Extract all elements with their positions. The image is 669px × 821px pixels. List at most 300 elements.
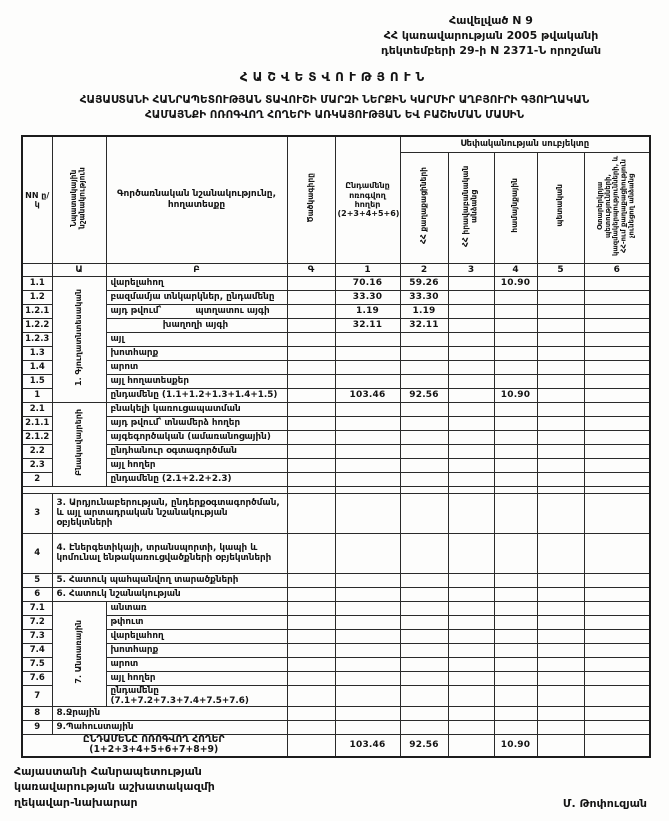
code-cell [287,472,335,486]
value-cell [400,587,448,601]
col-header-total: Ընդամենը ոռոգվող հողեր (2+3+4+5+6) [335,136,400,263]
value-cell [448,290,494,304]
appendix-line-2: ՀՀ կառավարության 2005 թվականի [383,28,599,42]
value-cell [537,360,584,374]
row-number: 7.1 [22,601,52,615]
section-label-text: 7. Անտառային [74,620,83,684]
table-row [22,332,650,346]
value-cell [494,416,537,430]
row-number: 2 [22,472,52,486]
column-letter: Ա [52,263,106,276]
value-cell [537,472,584,486]
code-cell [287,416,335,430]
code-cell [287,290,335,304]
value-cell [400,685,448,706]
land-description: թփուտ [106,615,287,629]
value-cell: 33.30 [400,290,448,304]
value-cell [448,643,494,657]
value-cell [584,430,650,444]
row-number: 7.5 [22,657,52,671]
value-cell [537,444,584,458]
row-number: 1 [22,388,52,402]
value-cell: 103.46 [335,388,400,402]
value-cell [537,346,584,360]
section-label-text: 1. Գյուղատնտեսական [74,289,83,386]
value-cell [335,657,400,671]
code-cell [287,402,335,416]
land-description: արոտ [106,657,287,671]
value-cell [494,601,537,615]
value-cell [335,533,400,573]
value-cell [448,573,494,587]
value-cell [448,629,494,643]
code-cell [287,430,335,444]
value-cell [448,318,494,332]
value-cell [584,388,650,402]
value-cell: 92.56 [400,734,448,757]
column-letter: 2 [400,263,448,276]
code-cell [287,573,335,587]
appendix-line-1: Հավելված N 9 [449,14,533,27]
value-cell [400,493,448,533]
code-cell [287,493,335,533]
table-row [22,430,650,444]
value-cell [494,458,537,472]
value-cell [584,304,650,318]
value-cell [448,360,494,374]
column-letter [22,263,52,276]
table-row [22,629,650,643]
header-row-top [22,136,650,152]
value-cell [584,472,650,486]
col-header-nn: NN ը/կ [22,136,52,263]
code-cell [287,671,335,685]
value-cell [537,304,584,318]
code-cell [287,276,335,290]
value-cell [537,388,584,402]
signature-name: Մ. Թոփուզյան [562,797,647,810]
row-number: 3 [22,493,52,533]
table-row [22,346,650,360]
land-description: 9.Պահուստային [52,720,287,734]
value-cell [494,304,537,318]
value-cell [494,720,537,734]
row-number: 7.2 [22,615,52,629]
value-cell [448,416,494,430]
value-cell [584,493,650,533]
col-header-functional: Գործառնական նշանակությունը, հողատեսքը [106,136,287,263]
code-cell [287,706,335,720]
value-cell [584,318,650,332]
table-row [22,276,650,290]
value-cell [494,486,537,493]
value-cell [537,587,584,601]
land-description-prefix: այդ թվում՝ [110,305,162,316]
land-description: խաղողի այգի [106,318,287,332]
value-cell [537,416,584,430]
row-number: 7 [22,685,52,706]
value-cell [537,493,584,533]
irrigated-lands-table [21,135,651,758]
value-cell: 10.90 [494,276,537,290]
row-number: 1.2 [22,290,52,304]
value-cell [448,493,494,533]
code-cell [287,332,335,346]
value-cell [448,430,494,444]
spacer-row [22,486,650,493]
code-cell [287,318,335,332]
table-row [22,444,650,458]
value-cell: 92.56 [400,388,448,402]
value-cell [400,573,448,587]
column-letter: Գ [287,263,335,276]
code-cell [287,444,335,458]
table-row [22,388,650,402]
subtitle-line-2: ՀԱՄԱՅՆՔԻ ՈՌՈԳՎՈՂ ՀՈՂԵՐԻ ԱՌԿԱՅՈՒԹՅԱՆ ԵՎ ԲԱՇԽՄԱՆ ՄԱՍԻՆ [144,108,525,121]
value-cell [400,416,448,430]
row-number: 1.2.1 [22,304,52,318]
value-cell [335,629,400,643]
table-row [22,318,650,332]
value-cell [584,346,650,360]
value-cell [584,533,650,573]
value-cell [537,318,584,332]
value-cell [494,472,537,486]
code-cell [287,657,335,671]
value-cell [335,706,400,720]
value-cell [335,573,400,587]
code-cell [287,458,335,472]
table-row [22,416,650,430]
column-letter: Բ [106,263,287,276]
value-cell [335,416,400,430]
value-cell [335,685,400,706]
value-cell [494,430,537,444]
grand-total-row [22,734,650,757]
table-row [22,360,650,374]
value-cell [494,643,537,657]
value-cell [448,615,494,629]
value-cell [448,533,494,573]
table-row [22,472,650,486]
col-header-community: համայնքային [494,152,537,263]
value-cell [400,706,448,720]
column-letter: 3 [448,263,494,276]
value-cell [584,360,650,374]
value-cell [584,402,650,416]
value-cell [494,360,537,374]
value-cell [448,304,494,318]
value-cell [537,458,584,472]
table-row [22,685,650,706]
value-cell [584,720,650,734]
row-number: 2.2 [22,444,52,458]
value-cell [400,472,448,486]
value-cell [400,402,448,416]
land-description: այլ [106,332,287,346]
section-label-text: Բնակավայրերի [74,409,83,476]
table-body [22,276,650,757]
land-description: այլ հողեր [106,458,287,472]
value-cell [494,657,537,671]
land-description-sub: պտղատու այգի [195,305,270,316]
issuer-line-1: Հայաստանի Հանրապետության [14,765,202,778]
table-row [22,290,650,304]
col-header-ownership: Սեփականության սուբյեկտը [400,136,650,152]
value-cell [400,444,448,458]
code-cell [287,486,335,493]
row-number: 7.3 [22,629,52,643]
row-number: 1.2.2 [22,318,52,332]
code-cell [287,615,335,629]
land-description: ընդամենը (1.1+1.2+1.3+1.4+1.5) [106,388,287,402]
value-cell [494,346,537,360]
value-cell [537,486,584,493]
value-cell [335,360,400,374]
value-cell [537,643,584,657]
value-cell [537,615,584,629]
value-cell [335,720,400,734]
column-letter: 4 [494,263,537,276]
value-cell [448,587,494,601]
code-cell [287,734,335,757]
value-cell [584,374,650,388]
column-letter: 5 [537,263,584,276]
value-cell [584,601,650,615]
page-subtitle [0,93,669,122]
value-cell [400,643,448,657]
section-label [52,402,106,486]
land-description: 4. Էներգետիկայի, տրանսպորտի, կապի և կոմունալ ենթակառուցվածքների օբյեկտների [52,533,287,573]
code-cell [287,533,335,573]
land-description: 8.Ջրային [52,706,287,720]
row-number: 7.4 [22,643,52,657]
land-description: 3. Արդյունաբերության, ընդերքօգտագործման, և այլ արտադրական նշանակության օբյեկտների [52,493,287,533]
table-row [22,671,650,685]
code-cell [287,304,335,318]
value-cell [584,615,650,629]
land-description: խոտհարք [106,643,287,657]
row-number: 4 [22,533,52,573]
section-label [52,276,106,402]
row-number: 8 [22,706,52,720]
value-cell [537,573,584,587]
value-cell [448,720,494,734]
value-cell [584,444,650,458]
value-cell [448,388,494,402]
value-cell [584,332,650,346]
value-cell: 103.46 [335,734,400,757]
table-row [22,643,650,657]
value-cell [494,629,537,643]
land-description: խոտհարք [106,346,287,360]
value-cell [448,734,494,757]
code-cell [287,643,335,657]
value-cell [448,458,494,472]
value-cell [494,290,537,304]
value-cell [537,374,584,388]
value-cell [584,734,650,757]
value-cell [448,374,494,388]
code-cell [287,720,335,734]
code-cell [287,685,335,706]
value-cell [335,430,400,444]
col-header-state: պետական [537,152,584,263]
row-number: 1.1 [22,276,52,290]
value-cell [494,685,537,706]
value-cell [335,402,400,416]
land-description: այլ հողեր [106,671,287,685]
code-cell [287,601,335,615]
value-cell [494,671,537,685]
table-row [22,533,650,573]
value-cell [537,734,584,757]
col-header-code: Ծածկագիրը [287,136,335,263]
land-description: ԸՆԴԱՄԵՆԸ ՈՌՈԳՎՈՂ ՀՈՂԵՐ (1+2+3+4+5+6+7+8+9) [22,734,287,757]
value-cell [335,346,400,360]
value-cell [494,587,537,601]
value-cell [400,486,448,493]
value-cell [448,685,494,706]
value-cell [584,657,650,671]
value-cell [494,533,537,573]
value-cell [584,685,650,706]
value-cell [537,430,584,444]
value-cell [537,601,584,615]
value-cell [335,332,400,346]
value-cell: 32.11 [335,318,400,332]
column-letter: 1 [335,263,400,276]
value-cell [494,573,537,587]
value-cell [400,657,448,671]
value-cell [448,332,494,346]
value-cell [448,444,494,458]
row-number: 6 [22,587,52,601]
value-cell [400,615,448,629]
value-cell [335,601,400,615]
table-row [22,657,650,671]
value-cell [448,472,494,486]
value-cell [335,472,400,486]
land-description: վարելահող [106,276,287,290]
table-row [22,304,650,318]
land-description: վարելահող [106,629,287,643]
land-description: 5. Հատուկ պահպանվող տարածքների [52,573,287,587]
land-description: ընդամենը (7.1+7.2+7.3+7.4+7.5+7.6) [106,685,287,706]
value-cell [494,402,537,416]
value-cell [494,374,537,388]
table-row [22,601,650,615]
value-cell: 10.90 [494,388,537,402]
row-number: 1.5 [22,374,52,388]
value-cell [584,573,650,587]
section-label [52,601,106,706]
land-description: անտառ [106,601,287,615]
value-cell [537,332,584,346]
value-cell [537,629,584,643]
value-cell [400,720,448,734]
value-cell [494,706,537,720]
col-header-purpose: Նպատակային նշանակություն [52,136,106,263]
value-cell [400,430,448,444]
value-cell [400,332,448,346]
row-number: 1.4 [22,360,52,374]
value-cell: 32.11 [400,318,448,332]
value-cell [335,671,400,685]
value-cell: 70.16 [335,276,400,290]
value-cell [400,346,448,360]
code-cell [287,587,335,601]
value-cell [537,276,584,290]
value-cell [584,706,650,720]
row-number: 9 [22,720,52,734]
value-cell [400,671,448,685]
value-cell [448,601,494,615]
value-cell [335,587,400,601]
value-cell [537,402,584,416]
code-cell [287,360,335,374]
column-letters-row [22,263,650,276]
issuer-line-2: կառավարության աշխատակազմի [14,780,215,794]
value-cell [584,416,650,430]
code-cell [287,629,335,643]
value-cell [584,629,650,643]
value-cell [537,671,584,685]
value-cell [584,643,650,657]
table-row [22,706,650,720]
value-cell [448,671,494,685]
page-title: ՀԱՇՎԵՏՎՈՒԹՅՈՒՆ [239,70,430,84]
table-row [22,615,650,629]
value-cell [584,458,650,472]
value-cell: 1.19 [335,304,400,318]
row-number: 2.1 [22,402,52,416]
value-cell [335,615,400,629]
value-cell [537,706,584,720]
col-header-legal-entities: ՀՀ իրավաբանական անձանց [448,152,494,263]
value-cell: 1.19 [400,304,448,318]
subtitle-line-1: ՀԱՅԱՍՏԱՆԻ ՀԱՆՐԱՊԵՏՈՒԹՅԱՆ ՏԱՎՈՒՇԻ ՄԱՐԶԻ ՆԵՐՔԻՆ ԿԱՐՄԻՐ ԱՂԲՅՈՒՐԻ ԳՅՈՒՂԱԿԱՆ [79,94,590,106]
land-description: 6. Հատուկ նշանակության [52,587,287,601]
value-cell [335,444,400,458]
land-description: ընդհանուր օգտագործման [106,444,287,458]
value-cell [584,671,650,685]
table-row [22,720,650,734]
value-cell [537,290,584,304]
table-row [22,374,650,388]
code-cell [287,374,335,388]
value-cell [400,601,448,615]
issuer-line-3: ղեկավար-նախարար [14,795,138,809]
value-cell [584,587,650,601]
col-header-foreign: Օտարերկրյա պետությունների, կազմակերպությունների, և ՀՀ-ում քաղաքացիություն չունեցող անձանց [584,152,650,263]
row-number: 1.2.3 [22,332,52,346]
value-cell [537,657,584,671]
land-description: այլ հողատեսքեր [106,374,287,388]
code-cell [287,346,335,360]
value-cell: 59.26 [400,276,448,290]
value-cell [448,276,494,290]
value-cell [335,374,400,388]
row-number: 2.1.1 [22,416,52,430]
value-cell [448,486,494,493]
row-number: 1.3 [22,346,52,360]
value-cell [335,643,400,657]
land-description: ընդամենը (2.1+2.2+2.3) [106,472,287,486]
value-cell [537,533,584,573]
row-number: 2.3 [22,458,52,472]
table-row [22,573,650,587]
